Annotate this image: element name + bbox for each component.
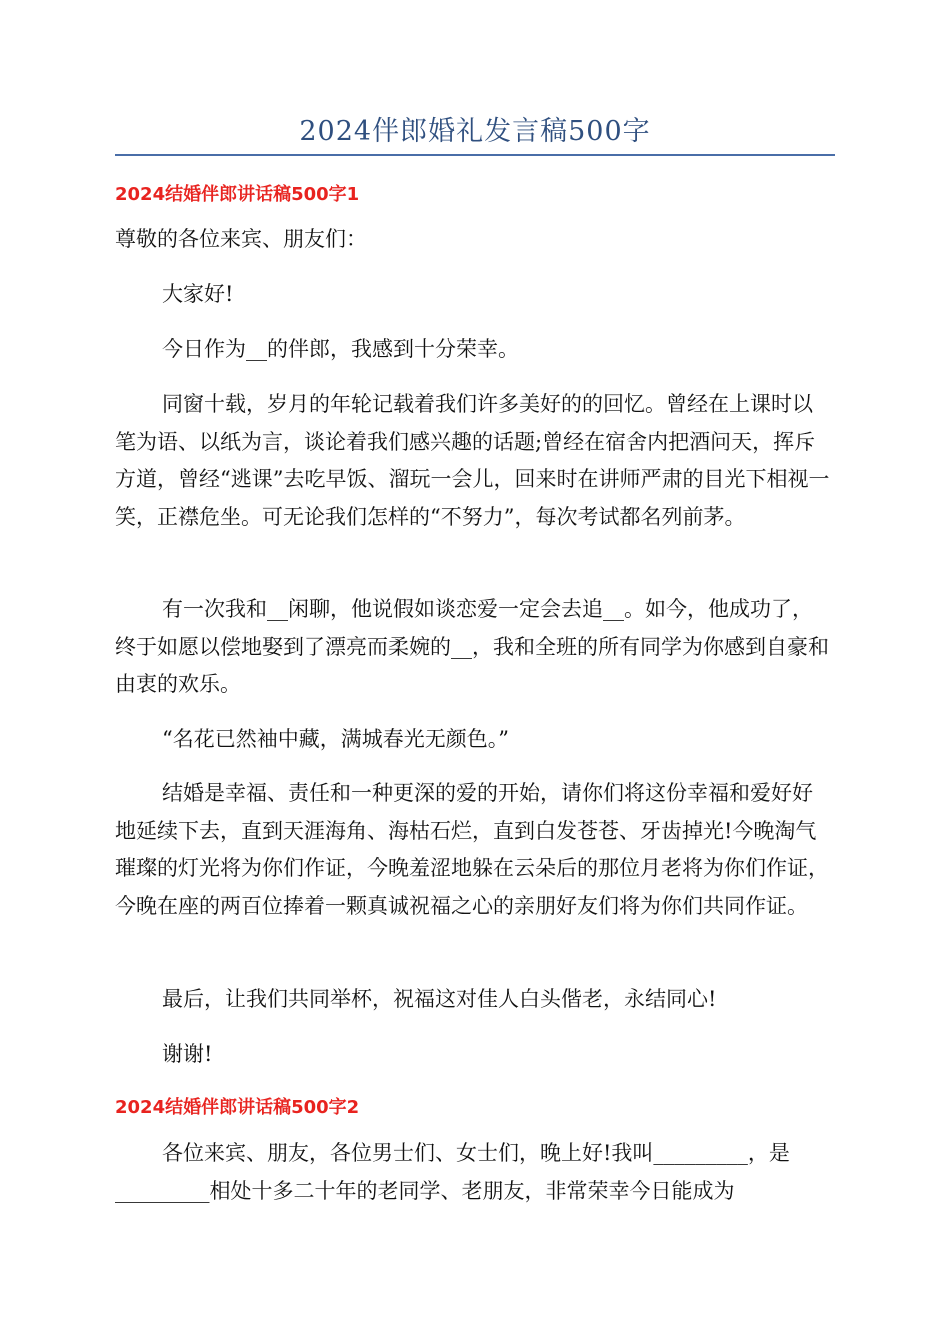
title-underline: [115, 154, 835, 156]
thanks-paragraph: 谢谢!: [162, 1042, 213, 1066]
document-title: 2024伴郎婚礼发言稿500字: [299, 116, 651, 147]
greeting-paragraph: 大家好!: [162, 282, 234, 306]
section-heading-2: 2024结婚伴郎讲话稿500字2: [115, 1097, 360, 1118]
story-paragraph: 有一次我和__闲聊，他说假如谈恋爱一定会去追__。如今，他成功了，终于如愿以偿地娶到了漂亮而柔婉的__，我和全班的所有同学为你感到自豪和由衷的欢乐。: [115, 597, 829, 696]
memories-paragraph: 同窗十载，岁月的年轮记载着我们许多美好的的回忆。曾经在上课时以笔为语、以纸为言，谈论着我们感兴趣的话题;曾经在宿舍内把酒问天，挥斥方道，曾经“逃课”去吃早饭、溜玩一会儿，回来时在讲师严肃的目光下相视一笑，正襟危坐。可无论我们怎样的“不努力”，每次考试都名列前茅。: [115, 392, 830, 529]
poem-quote-paragraph: “名花已然袖中藏，满城春光无颜色。”: [162, 727, 509, 751]
blessing-paragraph: 结婚是幸福、责任和一种更深的爱的开始，请你们将这份幸福和爱好好地延续下去，直到天涯海角、海枯石烂，直到白发苍苍、牙齿掉光!今晚淘气璀璨的灯光将为你们作证，今晚羞涩地躲在云朵后的那位月老将为你们作证，今晚在座的两百位捧着一颗真诚祝福之心的亲朋好友们将为你们共同作证。: [115, 781, 829, 918]
section2-opening-paragraph: 各位来宾、朋友，各位男士们、女士们，晚上好!我叫_________，是_________相处十多二十年的老同学、老朋友，非常荣幸今日能成为: [115, 1141, 790, 1203]
section-heading-1: 2024结婚伴郎讲话稿500字1: [115, 184, 360, 205]
toast-paragraph: 最后，让我们共同举杯，祝福这对佳人白头偕老，永结同心!: [162, 987, 717, 1011]
intro-paragraph: 今日作为__的伴郎，我感到十分荣幸。: [162, 337, 519, 361]
salutation-paragraph: 尊敬的各位来宾、朋友们：: [115, 227, 367, 251]
